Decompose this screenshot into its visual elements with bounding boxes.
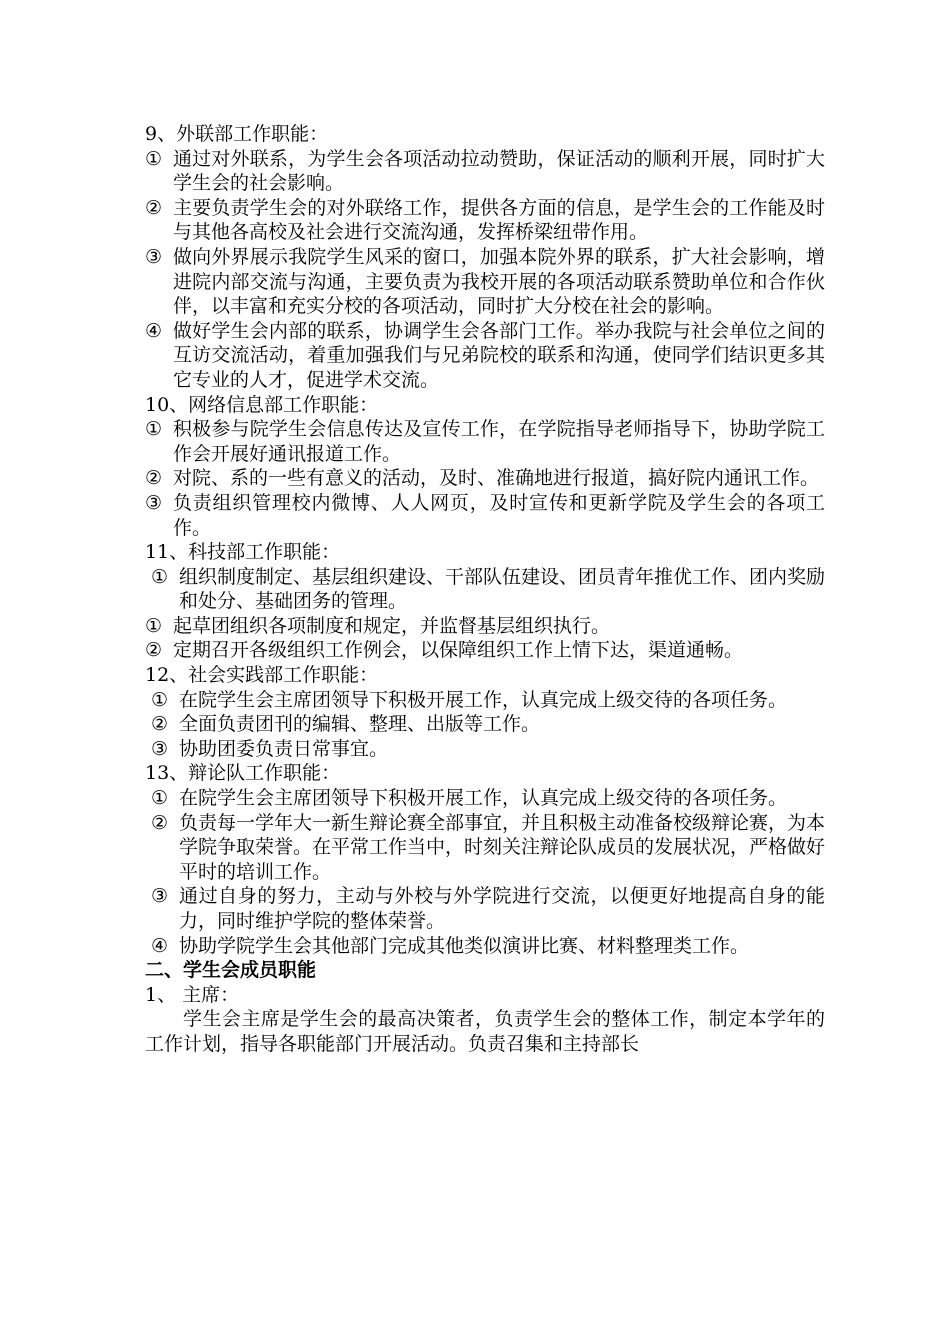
item-number: ①: [145, 418, 163, 441]
list-item: [145, 811, 825, 885]
item-text: 组织制度制定、基层组织建设、干部队伍建设、团员青年推优工作、团内奖励和处分、基础团务的管理。: [179, 565, 826, 613]
part-title: 二、学生会成员职能: [145, 959, 317, 982]
subsection-heading: 1、 主席：: [145, 983, 240, 1006]
item-number: ④: [145, 319, 163, 342]
item-text: 积极参与院学生会信息传达及宣传工作，在学院指导老师指导下，协助学院工作会开展好通讯报道工作。: [173, 418, 825, 465]
item-text: 做向外界展示我院学生风采的窗口，加强本院外界的联系，扩大社会影响，增进院内部交流与沟通，主要负责为我校开展的各项活动联系赞助单位和合作伙伴，以丰富和充实分校的各项活动，同时扩大分校在社会的影响。: [173, 245, 825, 318]
list-item: [145, 319, 825, 393]
list-item: [145, 786, 825, 811]
item-text: 负责每一学年大一新生辩论赛全部事宜，并且积极主动准备校级辩论赛，为本学院争取荣誉。在平常工作当中，时刻关注辩论队成员的发展状况，严格做好平时的培训工作。: [179, 811, 826, 883]
section-heading: 9、外联部工作职能：: [145, 123, 329, 145]
section-heading: 12、社会实践部工作职能：: [145, 664, 379, 687]
body-paragraph: 学生会主席是学生会的最高决策者，负责学生会的整体工作，制定本学年的工作计划，指导各职能部门开展活动。负责召集和主持部长: [145, 1008, 825, 1055]
item-number: ③: [145, 491, 163, 514]
item-number: ①: [151, 787, 169, 810]
item-number: ②: [151, 713, 169, 736]
item-text: 协助团委负责日常事宜。: [179, 737, 389, 760]
list-item: [145, 565, 825, 614]
item-number: ①: [145, 614, 163, 637]
list-item: [145, 934, 825, 959]
item-text: 通过自身的努力，主动与外校与外学院进行交流，以便更好地提高自身的能力，同时维护学院的整体荣誉。: [179, 885, 825, 932]
item-text: 在院学生会主席团领导下积极开展工作，认真完成上级交待的各项任务。: [179, 688, 788, 711]
document-body: [145, 122, 825, 1057]
list-item: [145, 884, 825, 933]
item-text: 做好学生会内部的联系，协调学生会各部门工作。举办我院与社会单位之间的互访交流活动，着重加强我们与兄弟院校的联系和沟通，使同学们结识更多其它专业的人才，促进学术交流。: [173, 319, 825, 391]
item-number: ②: [145, 196, 163, 219]
list-item: [145, 466, 825, 491]
list-item: [145, 491, 825, 540]
list-item: [145, 614, 825, 639]
list-item: [145, 638, 825, 663]
item-number: ①: [145, 147, 163, 170]
item-text: 起草团组织各项制度和规定，并监督基层组织执行。: [173, 614, 611, 637]
section-heading: 11、科技部工作职能：: [145, 541, 341, 564]
item-number: ②: [151, 811, 169, 834]
list-item: [145, 147, 825, 196]
item-number: ②: [145, 467, 163, 490]
item-text: 协助学院学生会其他部门完成其他类似演讲比赛、材料整理类工作。: [179, 934, 750, 957]
list-item: [145, 712, 825, 737]
section-heading: 10、网络信息部工作职能：: [145, 393, 379, 416]
item-number: ④: [151, 934, 169, 957]
item-number: ①: [151, 688, 169, 711]
list-item: [145, 688, 825, 713]
item-number: ③: [151, 737, 169, 760]
item-number: ②: [145, 639, 163, 662]
item-number: ③: [151, 885, 169, 908]
item-text: 对院、系的一些有意义的活动，及时、准确地进行报道，搞好院内通讯工作。: [173, 467, 820, 490]
section-heading: 13、辩论队工作职能：: [145, 762, 341, 785]
item-text: 通过对外联系，为学生会各项活动拉动赞助，保证活动的顺利开展，同时扩大学生会的社会影响。: [173, 147, 825, 195]
item-text: 负责组织管理校内微博、人人网页，及时宣传和更新学院及学生会的各项工作。: [173, 491, 825, 539]
list-item: [145, 245, 825, 319]
item-number: ①: [151, 565, 169, 588]
list-item: [145, 417, 825, 466]
item-text: 定期召开各级组织工作例会，以保障组织工作上情下达，渠道通畅。: [173, 639, 744, 662]
list-item: [145, 196, 825, 245]
list-item: [145, 737, 825, 762]
item-text: 在院学生会主席团领导下积极开展工作，认真完成上级交待的各项任务。: [179, 787, 788, 810]
item-text: 主要负责学生会的对外联络工作，提供各方面的信息，是学生会的工作能及时与其他各高校及社会进行交流沟通，发挥桥梁纽带作用。: [173, 196, 825, 244]
item-text: 全面负责团刊的编辑、整理、出版等工作。: [179, 713, 541, 736]
item-number: ③: [145, 245, 163, 268]
